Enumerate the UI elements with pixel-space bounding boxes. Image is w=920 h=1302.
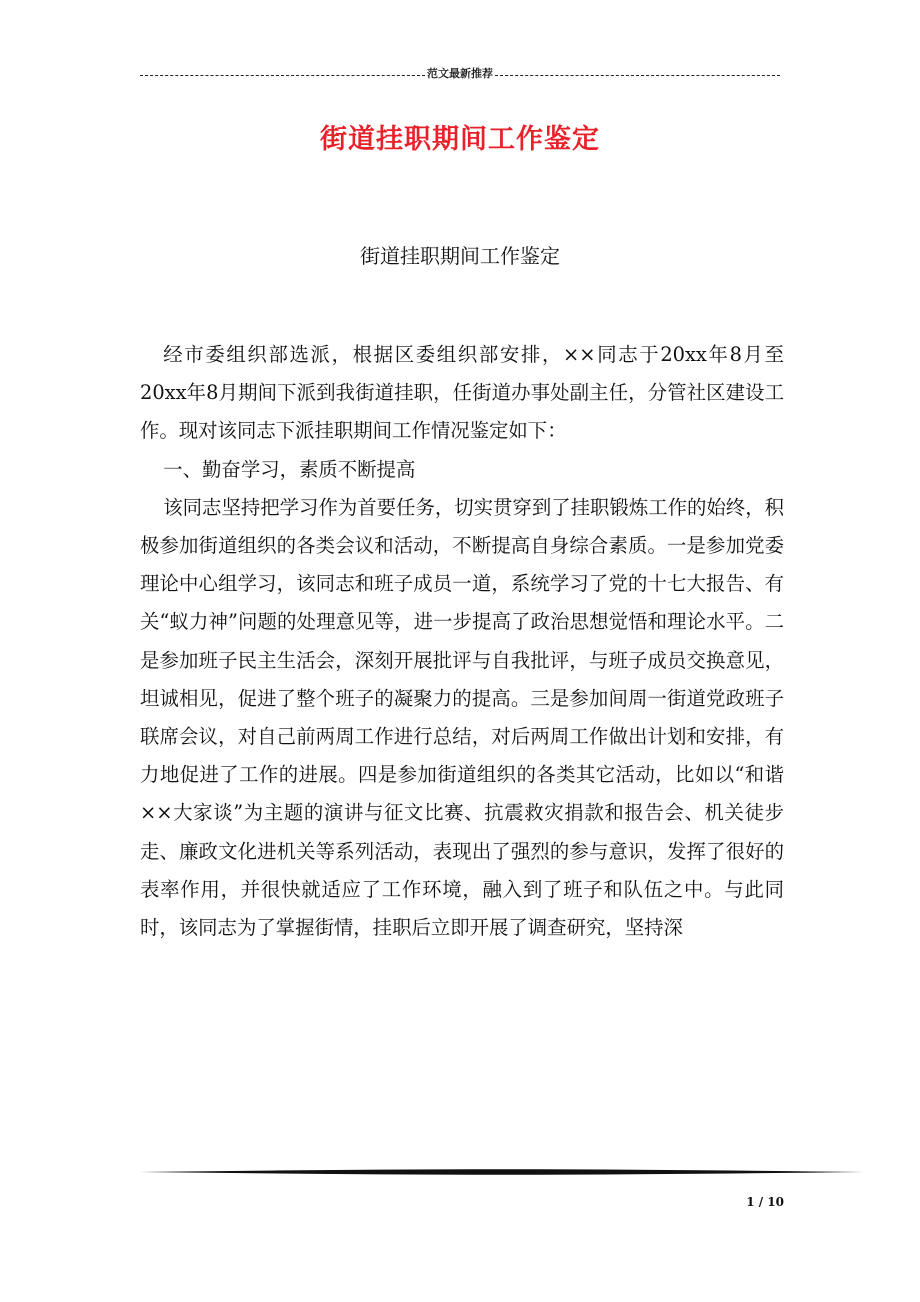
page-number: 1 / 10 (746, 1195, 784, 1209)
document-title: 街道挂职期间工作鉴定 (320, 124, 600, 155)
document-body (140, 336, 784, 947)
page-header (140, 66, 780, 82)
document-subtitle: 街道挂职期间工作鉴定 (360, 244, 560, 268)
body-paragraph: 该同志坚持把学习作为首要任务，切实贯穿到了挂职锻炼工作的始终，积极参加街道组织的各类会议和活动，不断提高自身综合素质。一是参加党委理论中心组学习，该同志和班子成员一道，系统学习了党的十七大报告、有关“蚁力神”问题的处理意见等，进一步提高了政治思想觉悟和理论水平。二是参加班子民主生活会，深刻开展批评与自我批评，与班子成员交换意见，坦诚相见，促进了整个班子的凝聚力的提高。三是参加间周一街道党政班子联席会议，对自己前两周工作进行总结，对后两周工作做出计划和安排，有力地促进了工作的进展。四是参加街道组织的各类其它活动，比如以“和谐××大家谈”为主题的演讲与征文比赛、抗震救灾捐款和报告会、机关徒步走、廉政文化进机关等系列活动，表现出了强烈的参与意识，发挥了很好的表率作用，并很快就适应了工作环境，融入到了班子和队伍之中。与此同时，该同志为了掌握街情，挂职后立即开展了调查研究，坚持深 (140, 495, 784, 940)
header-label: 范文最新推荐 (427, 67, 493, 80)
intro-paragraph: 经市委组织部选派，根据区委组织部安排，××同志于20xx年8月至20xx年8月期间下派到我街道挂职，任街道办事处副主任，分管社区建设工作。现对该同志下派挂职期间工作情况鉴定如下： (140, 343, 784, 443)
footer-divider (140, 1168, 864, 1176)
header-dashed-line-right (495, 75, 780, 76)
section-heading: 一、勤奋学习，素质不断提高 (163, 457, 416, 481)
header-dashed-line-left (140, 75, 425, 76)
